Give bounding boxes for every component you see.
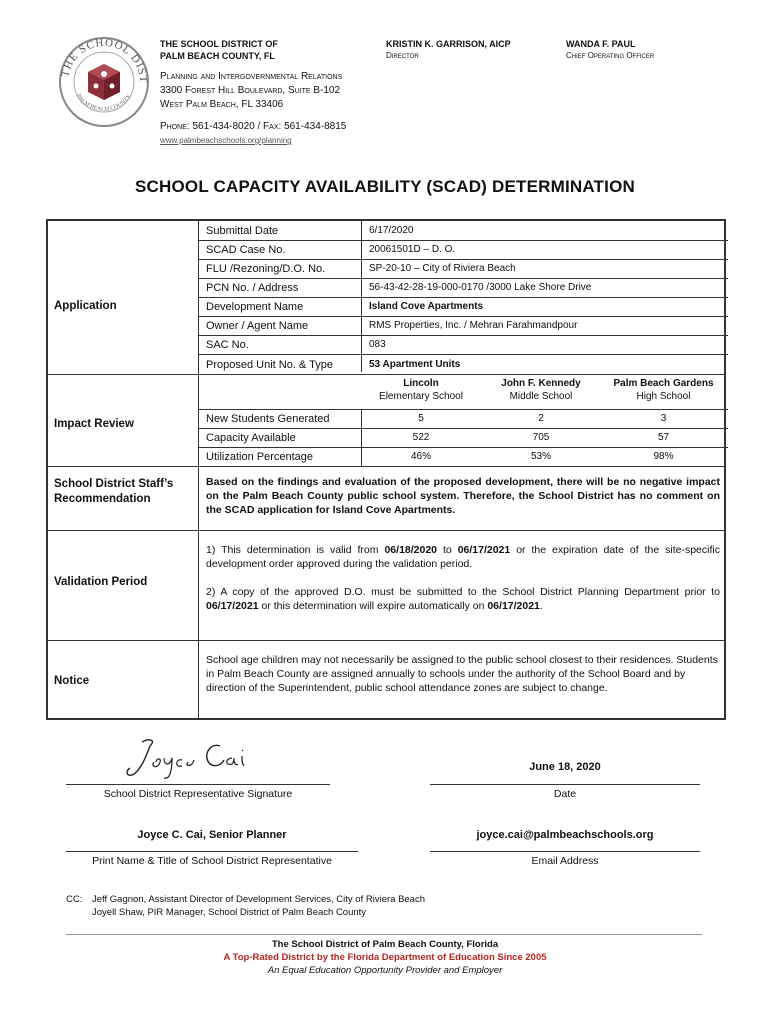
date-value: June 18, 2020 [529, 761, 601, 773]
recommendation-text: Based on the findings and evaluation of the proposed development, there will be no negative impact on the Palm Beach County public school system. Therefore, the School District has no comment on the SCAD application for Island Cove Apartments. [206, 476, 720, 516]
district-name: THE SCHOOL DISTRICT OF PALM BEACH COUNTY, FL [160, 39, 278, 61]
coo-block: WANDA F. PAUL Chief Operating Officer [566, 39, 655, 60]
proposed-units-value: 53 Apartment Units [369, 359, 461, 370]
flu-label: FLU /Rezoning/D.O. No. [206, 263, 326, 275]
submittal-date-value: 6/17/2020 [369, 225, 414, 236]
email-caption: Email Address [531, 855, 599, 867]
district-logo [56, 34, 152, 130]
owner-agent-label: Owner / Agent Name [206, 320, 309, 332]
director-block: KRISTIN K. GARRISON, AICP Director [386, 39, 511, 60]
capacity-elementary: 522 [412, 432, 430, 443]
capacity-label: Capacity Available [206, 432, 296, 444]
submittal-date-label: Submittal Date [206, 225, 279, 237]
department-address: Planning and Intergovernmental Relations 3300 Forest Hill Boulevard, Suite B-102 West Palm Beach, FL 33406 [160, 71, 343, 110]
new-students-label: New Students Generated [206, 413, 330, 425]
footer: The School District of Palm Beach County, Florida A Top-Rated District by the Florida Department of Education Since 2005 An Equal Education Opportunity Provider and Employer [223, 939, 547, 976]
phone-fax: Phone: 561-434-8020 / Fax: 561-434-8815 [160, 121, 347, 132]
application-section-label: Application [54, 300, 117, 312]
representative-name: Joyce C. Cai, Senior Planner [137, 829, 287, 841]
svg-text:THE SCHOOL DISTRICT: THE SCHOOL DIST [59, 36, 150, 84]
scad-case-value: 20061501D – D. O. [369, 244, 456, 255]
capacity-high: 57 [657, 432, 670, 443]
new-students-middle: 2 [538, 413, 544, 424]
utilization-label: Utilization Percentage [206, 451, 314, 463]
pcn-label: PCN No. / Address [206, 282, 299, 294]
flu-value: SP-20-10 – City of Riviera Beach [369, 263, 516, 274]
utilization-high: 98% [653, 451, 674, 462]
signature-caption: School District Representative Signature [103, 788, 293, 800]
sac-label: SAC No. [206, 339, 249, 351]
school-header-middle: John F. Kennedy Middle School [501, 378, 581, 402]
school-header-elementary: Lincoln Elementary School [379, 378, 463, 402]
recommendation-label: School District Staff’s Recommendation [54, 478, 174, 505]
scad-table [46, 219, 726, 720]
owner-agent-value: RMS Properties, Inc. / Mehran Farahmandpour [369, 320, 578, 331]
school-header-high: Palm Beach Gardens High School [613, 378, 714, 402]
page-title: SCHOOL CAPACITY AVAILABILITY (SCAD) DETERMINATION [135, 177, 635, 196]
development-name-value: Island Cove Apartments [369, 301, 484, 312]
handwritten-signature [120, 736, 260, 787]
new-students-elementary: 5 [418, 413, 424, 424]
scad-case-label: SCAD Case No. [206, 244, 286, 256]
notice-label: Notice [54, 675, 90, 687]
capacity-middle: 705 [532, 432, 550, 443]
pcn-value: 56-43-42-28-19-000-0170 /3000 Lake Shore Drive [369, 282, 592, 293]
website-link[interactable]: www.palmbeachschools.org/planning [160, 136, 292, 145]
new-students-high: 3 [660, 413, 667, 424]
utilization-middle: 53% [530, 451, 551, 462]
svg-text:PALM BEACH COUNTY: PALM BEACH COUNTY [75, 93, 133, 113]
proposed-units-label: Proposed Unit No. & Type [206, 359, 333, 371]
utilization-elementary: 46% [410, 451, 431, 462]
impact-section-label: Impact Review [54, 418, 134, 430]
name-caption: Print Name & Title of School District Representative [92, 855, 332, 867]
date-caption: Date [553, 788, 577, 800]
development-name-label: Development Name [206, 301, 304, 313]
validation-point-2: 2) A copy of the approved D.O. must be submitted to the School District Planning Department prior to 06/17/2021 or this determination will expire automatically on 06/17/2021. [206, 586, 720, 612]
sac-value: 083 [369, 339, 386, 350]
validation-label: Validation Period [54, 576, 148, 588]
representative-email[interactable]: joyce.cai@palmbeachschools.org [476, 829, 654, 841]
validation-point-1: 1) This determination is valid from 06/18/2020 to 06/17/2021 or the expiration date of the site-specific development order approved during the validation period. [206, 544, 720, 570]
cc-block: CC: Jeff Gagnon, Assistant Director of Development Services, City of Riviera Beach Joyell Shaw, PIR Manager, School District of Palm Beach County [66, 894, 426, 918]
notice-text: School age children may not necessarily be assigned to the public school closest to their residences. Students in Palm Beach County are assigned annually to schools under the authority of the School Board and by direction of the Superintendent, public school attendance zones are subject to change. [206, 654, 718, 694]
